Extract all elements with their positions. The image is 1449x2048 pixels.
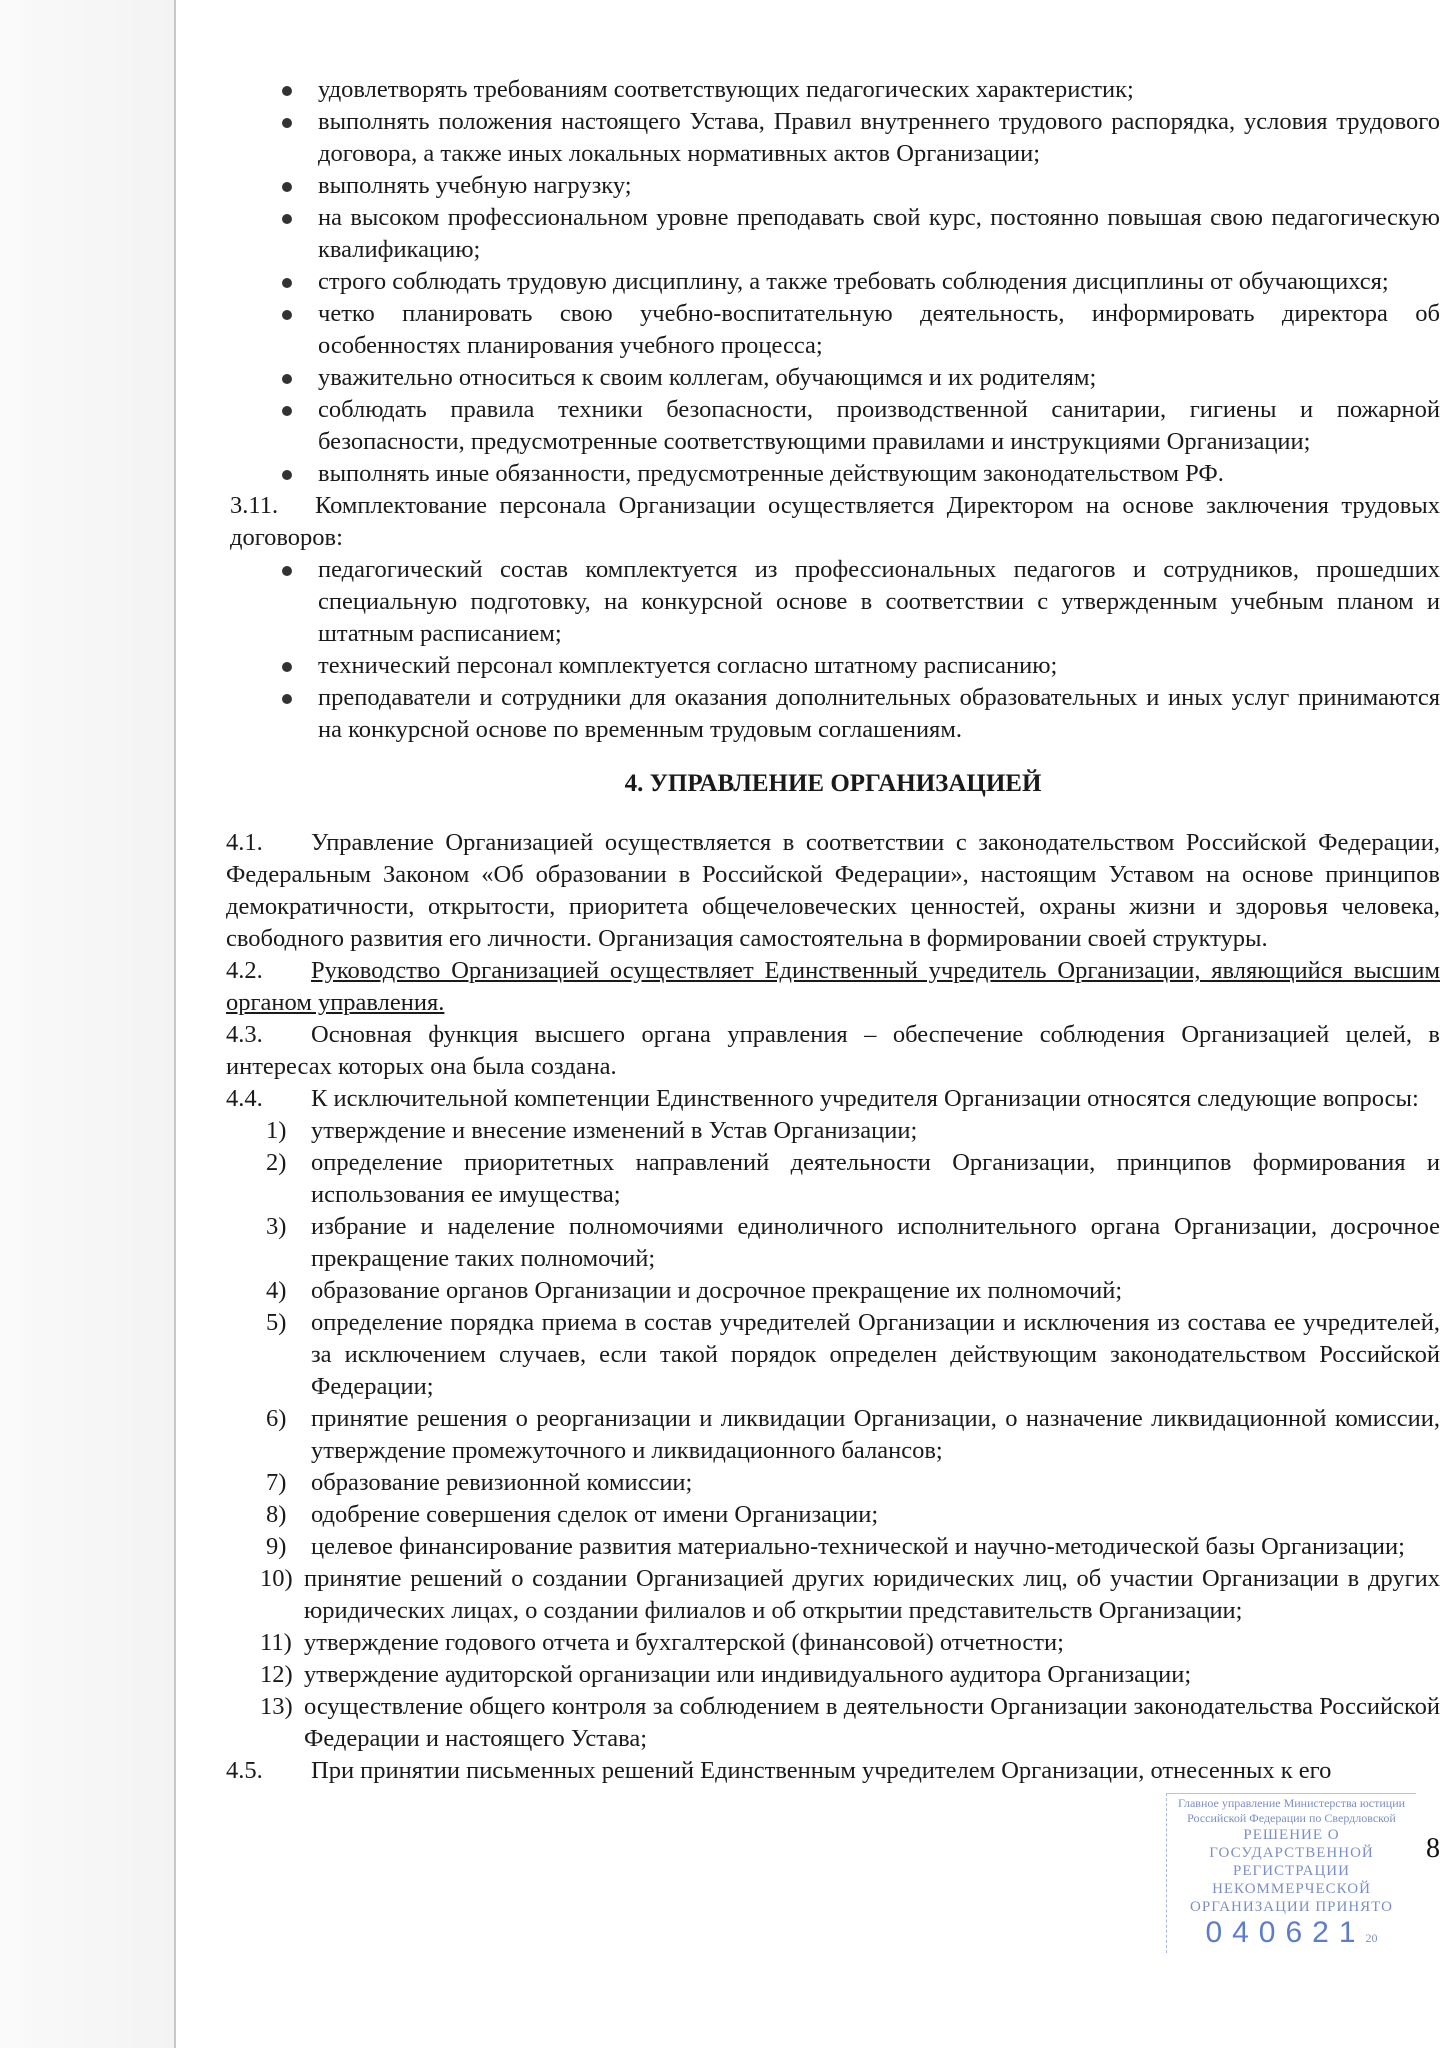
page-number: 8 (1426, 1833, 1440, 1864)
item-text: одобрение совершения сделок от имени Организации; (311, 1501, 879, 1528)
stamp-line: ОРГАНИЗАЦИИ ПРИНЯТО (1190, 1899, 1393, 1915)
list-item: выполнять учебную нагрузку; (226, 170, 1440, 202)
list-item (226, 1115, 1440, 1147)
list-item (226, 1211, 1440, 1275)
item-number: 5) (266, 1309, 287, 1336)
item-text: целевое финансирование развития материально-технической и научно-методической базы Организации; (311, 1533, 1405, 1560)
clause-4-2 (226, 955, 1440, 1019)
document-page (226, 0, 1440, 1953)
list-item (226, 1275, 1440, 1307)
clause-3-11 (226, 490, 1440, 554)
item-number: 1) (266, 1117, 287, 1144)
item-text: определение порядка приема в состав учредителей Организации и исключения из состава ее учредителей, за исключением случаев, если такой порядок определен действующим законодательством Российской Федерации; (311, 1309, 1440, 1400)
list-item: преподаватели и сотрудники для оказания дополнительных образовательных и иных услуг принимаются на конкурсной основе по временным трудовым соглашениям. (226, 682, 1440, 746)
clause-number: 4.4. (226, 1085, 263, 1112)
item-text: образование ревизионной комиссии; (311, 1469, 693, 1496)
item-number: 6) (266, 1405, 287, 1432)
list-item (226, 1659, 1440, 1691)
list-item (226, 1627, 1440, 1659)
item-number: 13) (260, 1693, 293, 1720)
staffing-list (226, 554, 1440, 746)
clause-4-1 (226, 827, 1440, 955)
section-heading: 4. УПРАВЛЕНИЕ ОРГАНИЗАЦИЕЙ (624, 770, 1042, 797)
item-number: 8) (266, 1501, 287, 1528)
item-number: 2) (266, 1149, 287, 1176)
stamp-row (226, 1793, 1440, 1953)
list-item: уважительно относиться к своим коллегам, обучающимся и их родителям; (226, 362, 1440, 394)
item-number: 9) (266, 1533, 287, 1560)
list-item (226, 1563, 1440, 1627)
list-item (226, 1147, 1440, 1211)
list-item (226, 1691, 1440, 1755)
stamp-line: РЕГИСТРАЦИИ НЕКОММЕРЧЕСКОЙ (1212, 1863, 1371, 1897)
stamp-date-row (1171, 1916, 1412, 1951)
list-item: технический персонал комплектуется согласно штатному расписанию; (226, 650, 1440, 682)
clause-number: 4.2. (226, 957, 263, 984)
stamp-line: РЕШЕНИЕ О ГОСУДАРСТВЕННОЙ (1209, 1827, 1374, 1861)
list-item: выполнять положения настоящего Устава, Правил внутреннего трудового распорядка, условия трудового договора, а также иных локальных нормативных актов Организации; (226, 106, 1440, 170)
stamp-line: Российской Федерации по Свердловской (1187, 1811, 1396, 1825)
clause-4-4 (226, 1083, 1440, 1115)
stamp-date: 040621 (1205, 1916, 1366, 1949)
list-item (226, 1403, 1440, 1467)
list-item: четко планировать свою учебно-воспитательную деятельность, информировать директора об особенностях планирования учебного процесса; (226, 298, 1440, 362)
item-number: 12) (260, 1661, 293, 1688)
item-text: принятие решений о создании Организацией других юридических лиц, об участии Организации в других юридических лицах, о создании филиалов и об открытии представительств Организации; (304, 1565, 1440, 1624)
scan-margin (0, 0, 174, 2048)
clause-number: 4.1. (226, 829, 263, 856)
item-text: образование органов Организации и досрочное прекращение их полномочий; (311, 1277, 1123, 1304)
clause-number: 3.11. (230, 492, 279, 519)
list-item (226, 1467, 1440, 1499)
item-number: 7) (266, 1469, 287, 1496)
clause-text: При принятии письменных решений Единственным учредителем Организации, отнесенных к его (311, 1757, 1332, 1784)
list-item: педагогический состав комплектуется из профессиональных педагогов и сотрудников, прошедших специальную подготовку, на конкурсной основе в соответствии с утвержденным учебным планом и штатным расписанием; (226, 554, 1440, 650)
item-text: избрание и наделение полномочиями единоличного исполнительного органа Организации, досрочное прекращение таких полномочий; (311, 1213, 1440, 1272)
list-item: выполнять иные обязанности, предусмотренные действующим законодательством РФ. (226, 458, 1440, 490)
registration-stamp (1166, 1793, 1416, 1953)
stamp-year: 20 (1365, 1931, 1378, 1945)
list-item: на высоком профессиональном уровне преподавать свой курс, постоянно повышая свою педагогическую квалификацию; (226, 202, 1440, 266)
teacher-duties-list (226, 74, 1440, 490)
clause-text: Основная функция высшего органа управления – обеспечение соблюдения Организацией целей, в интересах которых она была создана. (226, 1021, 1440, 1080)
item-text: осуществление общего контроля за соблюдением в деятельности Организации законодательства Российской Федерации и настоящего Устава; (304, 1693, 1440, 1752)
list-item: соблюдать правила техники безопасности, производственной санитарии, гигиены и пожарной безопасности, предусмотренные соответствующими правилами и инструкциями Организации; (226, 394, 1440, 458)
stamp-line: Главное управление Министерства юстиции (1177, 1796, 1406, 1810)
clause-number: 4.5. (226, 1757, 263, 1784)
item-text: принятие решения о реорганизации и ликвидации Организации, о назначение ликвидационной комиссии, утверждение промежуточного и ликвидационного балансов; (311, 1405, 1440, 1464)
list-item: строго соблюдать трудовую дисциплину, а также требовать соблюдения дисциплины от обучающихся; (226, 266, 1440, 298)
clause-number: 4.3. (226, 1021, 263, 1048)
clause-text: Комплектование персонала Организации осуществляется Директором на основе заключения трудовых договоров: (230, 492, 1440, 551)
list-item (226, 1307, 1440, 1403)
item-number: 10) (260, 1565, 293, 1592)
list-item: удовлетворять требованиям соответствующих педагогических характеристик; (226, 74, 1440, 106)
clause-text: Управление Организацией осуществляется в соответствии с законодательством Российской Федерации, Федеральным Законом «Об образовании в Российской Федерации», настоящим Уставом на основе принципов демократичности, открытости, приоритета общечеловеческих ценностей, охраны жизни и здоровья человека, свободного развития его личности. Организация самостоятельна в формировании своей структуры. (226, 829, 1440, 952)
item-text: утверждение годового отчета и бухгалтерской (финансовой) отчетности; (304, 1629, 1064, 1656)
clause-4-3 (226, 1019, 1440, 1083)
item-text: утверждение аудиторской организации или индивидуального аудитора Организации; (304, 1661, 1192, 1688)
founder-competence-list (226, 1115, 1440, 1755)
list-item (226, 1531, 1440, 1563)
item-number: 11) (260, 1629, 292, 1656)
item-number: 3) (266, 1213, 287, 1240)
clause-4-5 (226, 1755, 1440, 1787)
item-number: 4) (266, 1277, 287, 1304)
clause-text: Руководство Организацией осуществляет Единственный учредитель Организации, являющийся высшим органом управления. (226, 957, 1440, 1016)
item-text: определение приоритетных направлений деятельности Организации, принципов формирования и использования ее имущества; (311, 1149, 1440, 1208)
scan-edge-line (174, 0, 176, 2048)
list-item (226, 1499, 1440, 1531)
item-text: утверждение и внесение изменений в Устав Организации; (311, 1117, 918, 1144)
clause-text: К исключительной компетенции Единственного учредителя Организации относятся следующие вопросы: (311, 1085, 1419, 1112)
